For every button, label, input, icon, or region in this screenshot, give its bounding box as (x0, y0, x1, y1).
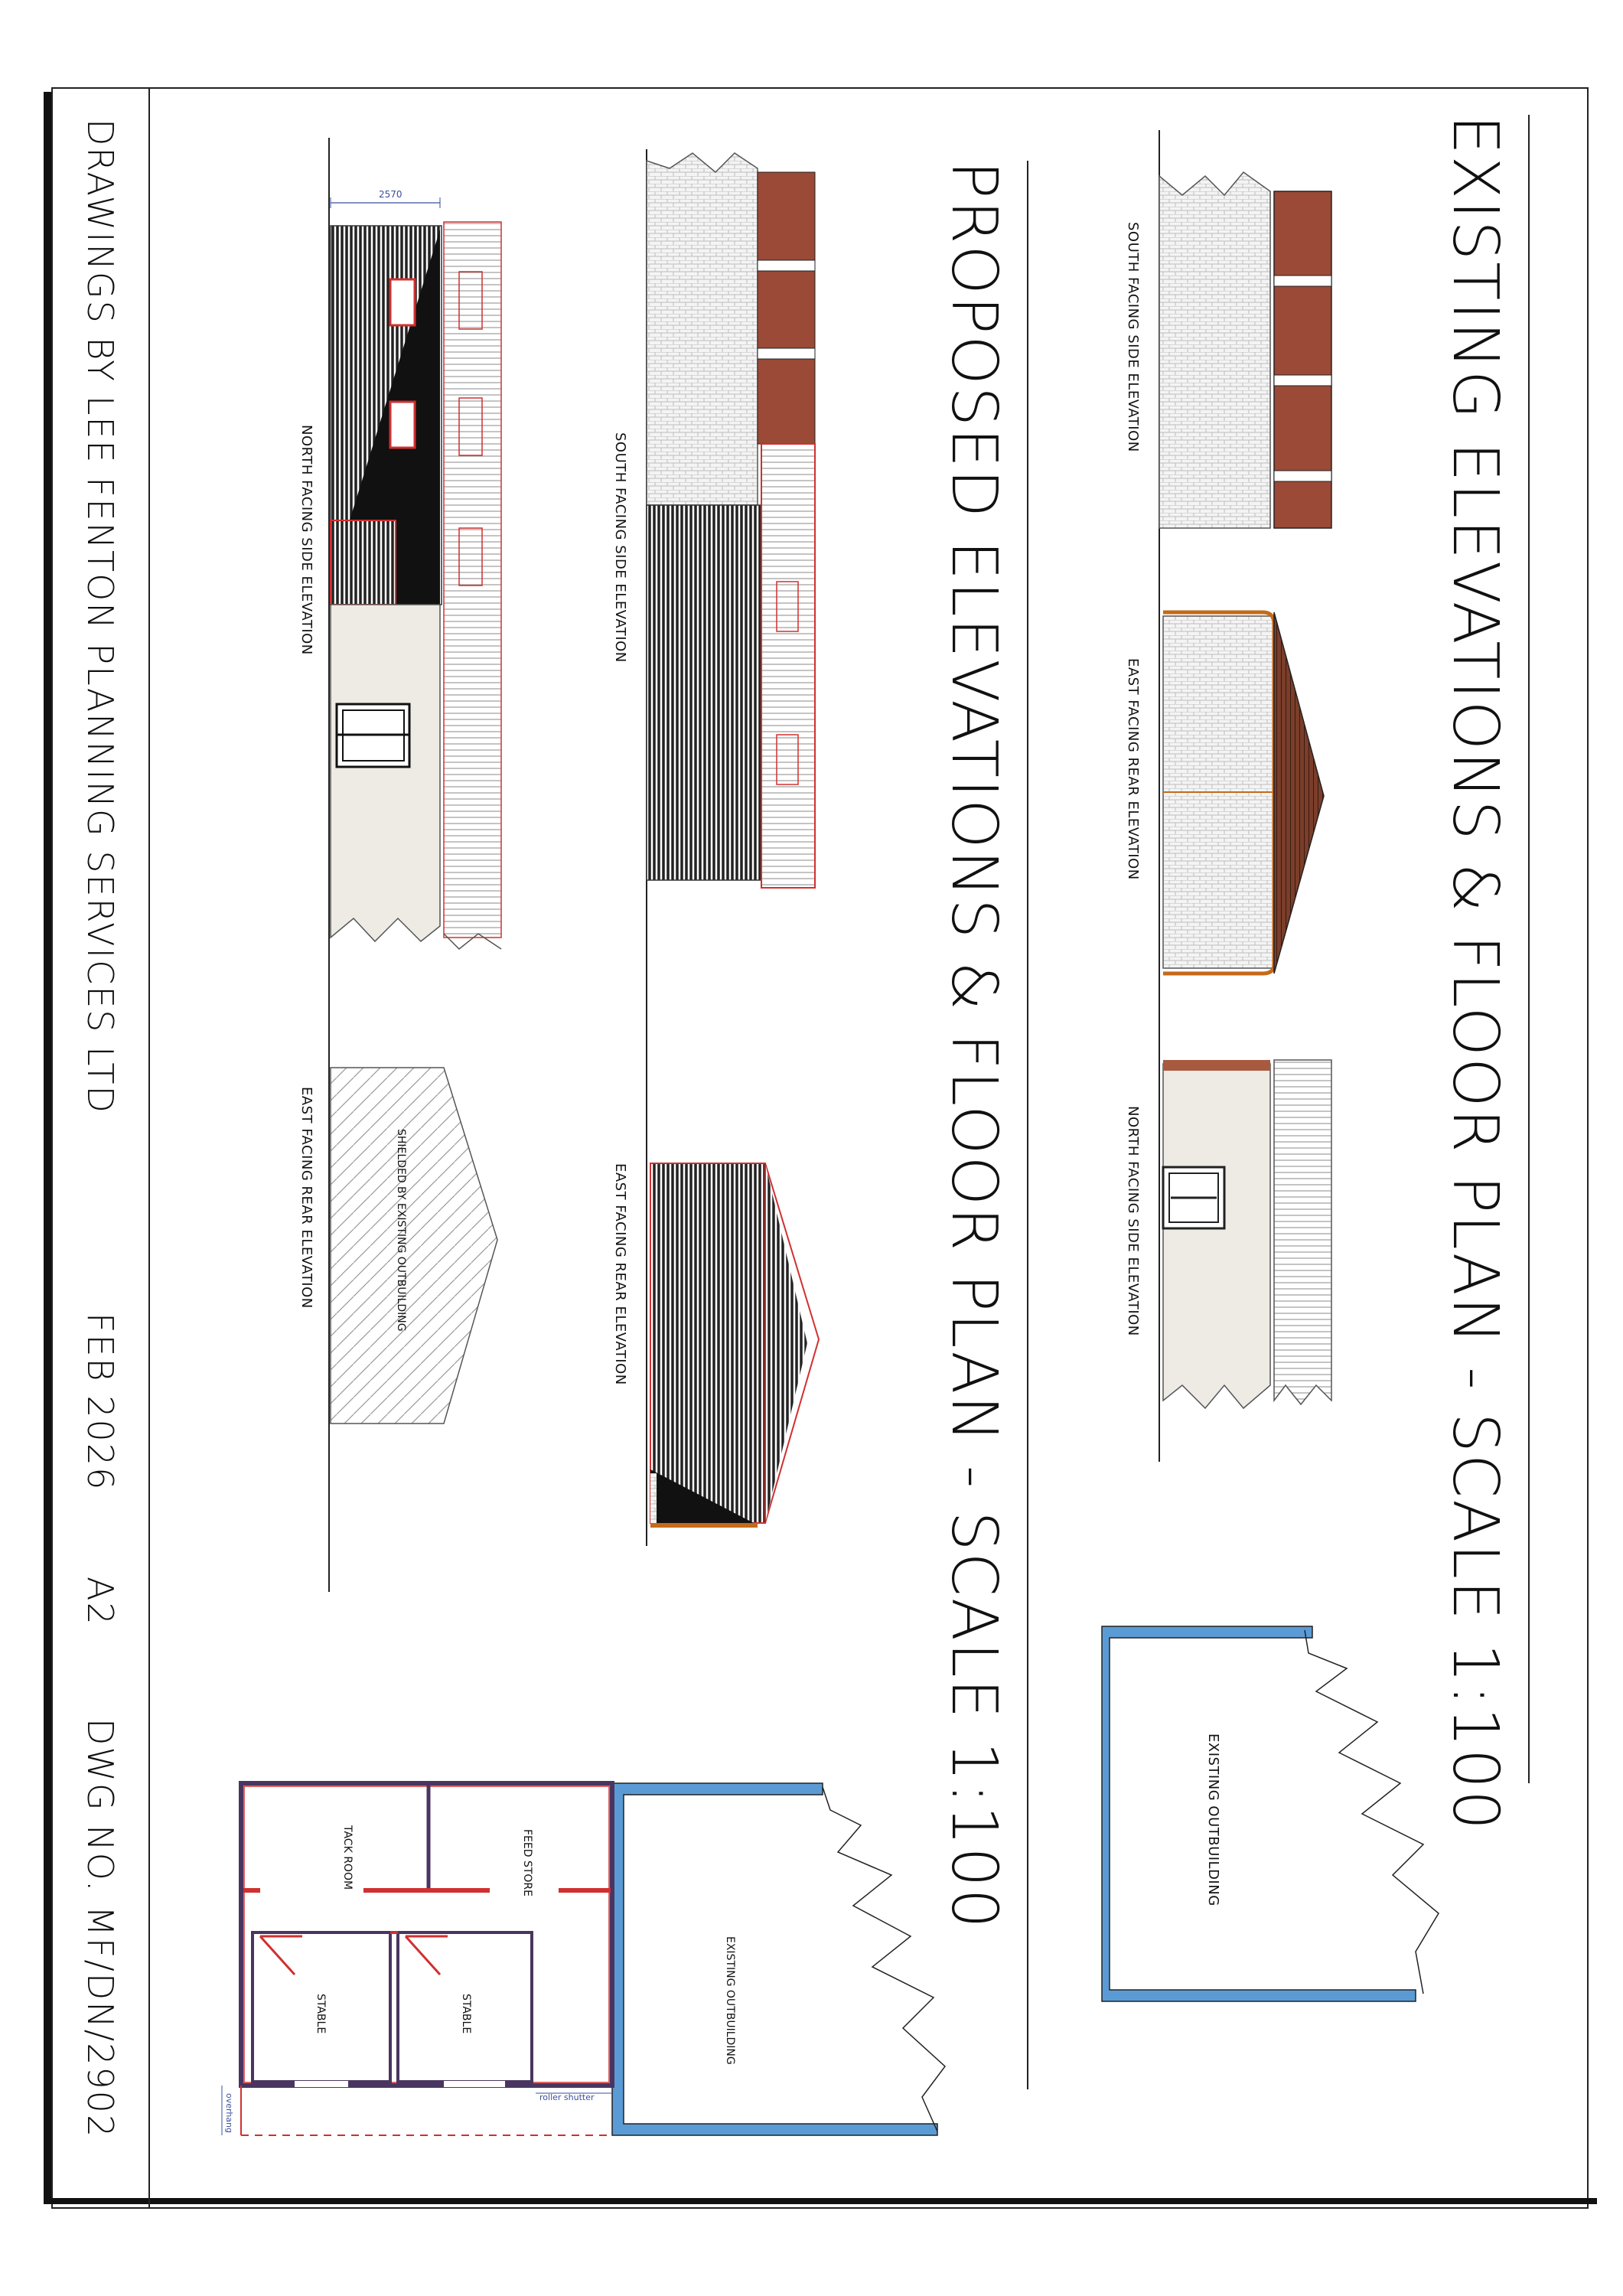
proposed-south-label: SOUTH FACING SIDE ELEVATION (612, 432, 628, 663)
stable-1-label: STABLE (460, 1994, 472, 2034)
proposed-east-lower-label: EAST FACING REAR ELEVATION (298, 1087, 314, 1309)
drawing-number: DWG NO. MF/DN/2902 (80, 1718, 121, 2139)
existing-north-elevation (1163, 1060, 1331, 1408)
tack-room-label: TACK ROOM (341, 1825, 354, 1890)
existing-east-label: EAST FACING REAR ELEVATION (1125, 658, 1141, 880)
feed-store-label: FEED STORE (521, 1829, 533, 1897)
proposed-title: PROPOSED ELEVATIONS & FLOOR PLAN - SCALE 1:100 (937, 161, 1010, 1930)
shielded-label: SHIELDED BY EXISTING OUTBUILDING (395, 1129, 407, 1332)
dimension-label: 2570 (379, 189, 402, 200)
drawing-date: FEB 2026 (80, 1313, 121, 1492)
existing-title: EXISTING ELEVATIONS & FLOOR PLAN - SCALE 1:100 (1439, 115, 1511, 1832)
existing-north-label: NORTH FACING SIDE ELEVATION (1125, 1106, 1141, 1336)
existing-outbuilding-label: EXISTING OUTBUILDING (1205, 1733, 1221, 1906)
overhang-label: overhang (224, 2093, 234, 2134)
sheet-size: A2 (80, 1577, 121, 1626)
company-name: DRAWINGS BY LEE FENTON PLANNING SERVICES LTD (80, 119, 121, 1114)
stable-2-label: STABLE (314, 1994, 327, 2034)
sheet-border (52, 88, 1588, 2208)
existing-south-label: SOUTH FACING SIDE ELEVATION (1125, 222, 1141, 452)
proposed-east-label: EAST FACING REAR ELEVATION (612, 1163, 628, 1385)
proposed-north-label: NORTH FACING SIDE ELEVATION (298, 425, 314, 655)
plan-outbuilding-label: EXISTING OUTBUILDING (724, 1936, 736, 2065)
existing-south-elevation (1159, 172, 1331, 528)
proposed-north-elevation (331, 189, 501, 949)
proposed-south-elevation (647, 153, 815, 888)
roller-shutter-label: roller shutter (539, 2092, 595, 2102)
